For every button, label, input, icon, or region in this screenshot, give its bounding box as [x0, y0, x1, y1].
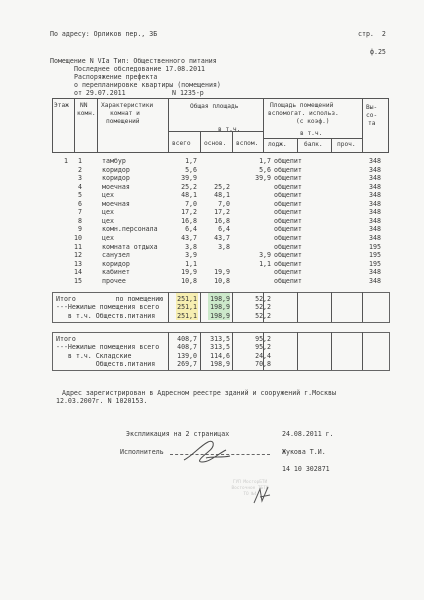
room-total-area: 10,8 — [181, 276, 197, 285]
totals-total-area: 251,1 — [177, 311, 197, 320]
col-aux: вспом. — [236, 140, 259, 147]
room-number: 12 — [74, 251, 82, 260]
room-height: 348 — [369, 199, 381, 208]
totals-aux-area: 95,2 — [255, 343, 271, 352]
totals-aux-area: 95,2 — [255, 335, 271, 343]
room-number: 5 — [78, 191, 82, 200]
room-total-area: 1,7 — [185, 157, 197, 165]
totals-aux-area: 52,2 — [255, 303, 271, 312]
issue-date: 24.08.2011 г. — [282, 430, 334, 438]
form-code: ф.25 — [370, 48, 386, 56]
room-height: 348 — [369, 165, 381, 174]
room-name: цех — [102, 233, 114, 242]
col-characteristics-2: комнат и — [110, 110, 140, 117]
page-number: стр. 2 — [358, 30, 386, 38]
totals-aux-area: 70,8 — [255, 360, 271, 369]
room-height: 348 — [369, 276, 381, 285]
col-room-no-2: комн. — [77, 110, 96, 117]
room-height: 348 — [369, 191, 381, 200]
totals-total-area: 139,0 — [177, 351, 197, 360]
room-total-area: 43,7 — [181, 233, 197, 242]
room-name: цех — [102, 208, 114, 217]
room-height: 195 — [369, 251, 381, 260]
room-total-area: 3,9 — [185, 251, 197, 260]
room-height: 348 — [369, 157, 381, 165]
totals-label: Итого — [56, 335, 76, 343]
room-height: 348 — [369, 182, 381, 191]
room-purpose: общепит — [274, 233, 302, 242]
registry-note-1: Адрес зарегистрирован в Адресном реестре зданий и сооружений г.Москвы — [62, 389, 336, 397]
order-line-1: Распоряжение префекта — [74, 73, 158, 81]
totals-total-area: 251,1 — [177, 303, 197, 312]
room-aux-area: 3,9 — [259, 251, 271, 260]
col-room-no-1: NN — [80, 102, 88, 109]
room-total-area: 5,6 — [185, 165, 197, 174]
room-purpose: общепит — [274, 199, 302, 208]
room-purpose: общепит — [274, 268, 302, 277]
room-name: цех — [102, 191, 114, 200]
col-other: проч. — [337, 141, 356, 148]
room-total-area: 7,0 — [185, 199, 197, 208]
totals-total-area: 408,7 — [177, 335, 197, 343]
room-name: прочее — [102, 276, 126, 285]
room-name: коридор — [102, 174, 130, 183]
room-name: цех — [102, 216, 114, 225]
room-name: коридор — [102, 259, 130, 268]
room-name: санузел — [102, 251, 130, 260]
room-number: 8 — [78, 216, 82, 225]
col-aux-area-3: (с коэф.) — [296, 118, 330, 125]
room-main-area: 19,9 — [214, 268, 230, 277]
col-aux-area-1: Площадь помещений — [270, 102, 334, 109]
room-purpose: общепит — [274, 251, 302, 260]
room-purpose: общепит — [274, 216, 302, 225]
executor-label: Исполнитель — [120, 448, 164, 456]
totals-total-area: 251,1 — [177, 295, 197, 303]
room-height: 195 — [369, 242, 381, 251]
order-line-2: о перепланировке квартиры (помещения) — [74, 81, 221, 89]
room-total-area: 48,1 — [181, 191, 197, 200]
col-total: всего — [172, 140, 191, 147]
room-total-area: 39,9 — [181, 174, 197, 183]
room-number: 7 — [78, 208, 82, 217]
room-name: тамбур — [102, 157, 126, 165]
totals-total-area: 408,7 — [177, 343, 197, 352]
room-number: 15 — [74, 276, 82, 285]
col-aux-incl: в т.ч. — [300, 130, 323, 137]
totals-main-area: 198,9 — [210, 311, 230, 320]
executor-signature — [178, 436, 238, 470]
room-purpose: общепит — [274, 182, 302, 191]
room-number: 11 — [74, 242, 82, 251]
room-height: 348 — [369, 268, 381, 277]
room-purpose: общепит — [274, 157, 302, 165]
col-main: основ. — [204, 140, 227, 147]
room-main-area: 16,8 — [214, 216, 230, 225]
room-purpose: общепит — [274, 242, 302, 251]
room-aux-area: 1,7 — [259, 157, 271, 165]
room-main-area: 48,1 — [214, 191, 230, 200]
col-balcony: балк. — [304, 141, 323, 148]
room-purpose: общепит — [274, 191, 302, 200]
totals-main-area: 198,9 — [210, 295, 230, 303]
premises-type: Помещение N VIа Тип: Общественного питания — [50, 57, 217, 65]
room-height: 348 — [369, 233, 381, 242]
room-purpose: общепит — [274, 174, 302, 183]
totals-main-area: 114,6 — [210, 351, 230, 360]
col-total-area: Общая площадь — [190, 103, 239, 110]
col-incl: в т.ч. — [218, 126, 241, 133]
room-number: 4 — [78, 182, 82, 191]
col-height-3: та — [368, 120, 376, 127]
totals-aux-area: 52,2 — [255, 311, 271, 320]
room-name: моечная — [102, 182, 130, 191]
totals-main-area: 313,5 — [210, 343, 230, 352]
room-purpose: общепит — [274, 276, 302, 285]
room-purpose: общепит — [274, 208, 302, 217]
room-purpose: общепит — [274, 165, 302, 174]
room-number: 13 — [74, 259, 82, 268]
order-date: от 29.07.2011 — [74, 89, 126, 97]
totals-label: Итого по помещению — [56, 295, 164, 303]
room-total-area: 16,8 — [181, 216, 197, 225]
col-height-1: Вы- — [366, 104, 378, 111]
totals-main-area: 313,5 — [210, 335, 230, 343]
col-height-2: со- — [366, 112, 378, 119]
last-survey: Последнее обследование 17.08.2011 — [74, 65, 206, 73]
room-number: 9 — [78, 225, 82, 234]
room-aux-area: 5,6 — [259, 165, 271, 174]
room-floor: 1 — [64, 157, 68, 165]
room-number: 14 — [74, 268, 82, 277]
room-main-area: 10,8 — [214, 276, 230, 285]
totals-label: Обществ.питания — [56, 360, 156, 369]
address-line: По адресу: Орликов пер., 3Б — [50, 30, 158, 38]
room-number: 6 — [78, 199, 82, 208]
room-height: 348 — [369, 225, 381, 234]
room-purpose: общепит — [274, 225, 302, 234]
room-total-area: 19,9 — [181, 268, 197, 277]
col-loggia: лодж. — [268, 141, 287, 148]
room-name: комната отдыха — [102, 242, 158, 251]
totals-main-area: 198,9 — [210, 360, 230, 369]
room-main-area: 7,0 — [218, 199, 230, 208]
room-name: моечная — [102, 199, 130, 208]
col-characteristics-1: Характеристики — [101, 102, 154, 109]
room-name: коридор — [102, 165, 130, 174]
totals-label: в т.ч. Складские — [56, 351, 132, 360]
col-characteristics-3: помещений — [106, 118, 140, 125]
order-number: N 1235-р — [172, 89, 204, 97]
room-name: комн.персонала — [102, 225, 158, 234]
room-number: 2 — [78, 165, 82, 174]
office-stamp: ГУП МосгорБТИ Восточное ТБТИ ТО №4 — [231, 480, 269, 497]
room-height: 348 — [369, 174, 381, 183]
room-main-area: 43,7 — [214, 233, 230, 242]
room-total-area: 6,4 — [185, 225, 197, 234]
room-aux-area: 1,1 — [259, 259, 271, 268]
room-total-area: 3,8 — [185, 242, 197, 251]
room-total-area: 17,2 — [181, 208, 197, 217]
executor-name: Жукова Т.И. — [282, 448, 326, 456]
room-height: 348 — [369, 208, 381, 217]
room-number: 3 — [78, 174, 82, 183]
registry-note-2: 12.03.2007г. N 1020153. — [56, 397, 148, 405]
col-aux-area-2: вспомогат. использ. — [268, 110, 339, 117]
totals-aux-area: 52,2 — [255, 295, 271, 303]
totals-main-area: 198,9 — [210, 303, 230, 312]
totals-label: ---Нежилые помещения всего — [56, 303, 160, 312]
room-main-area: 3,8 — [218, 242, 230, 251]
room-purpose: общепит — [274, 259, 302, 268]
room-total-area: 1,1 — [185, 259, 197, 268]
document-code: 14 10 302871 — [282, 465, 330, 473]
totals-label: ---Нежилые помещения всего — [56, 343, 160, 352]
totals-total-area: 269,7 — [177, 360, 197, 369]
room-main-area: 6,4 — [218, 225, 230, 234]
room-main-area: 25,2 — [214, 182, 230, 191]
room-height: 195 — [369, 259, 381, 268]
room-total-area: 25,2 — [181, 182, 197, 191]
room-main-area: 17,2 — [214, 208, 230, 217]
room-name: кабинет — [102, 268, 130, 277]
room-number: 10 — [74, 233, 82, 242]
room-aux-area: 39,9 — [255, 174, 271, 183]
explication-note: Экспликация на 2 страницах — [126, 430, 230, 438]
room-height: 348 — [369, 216, 381, 225]
col-floor: Этаж — [54, 102, 69, 109]
totals-label: в т.ч. Обществ.питания — [56, 311, 156, 320]
totals-aux-area: 24,4 — [255, 351, 271, 360]
room-number: 1 — [78, 157, 82, 165]
